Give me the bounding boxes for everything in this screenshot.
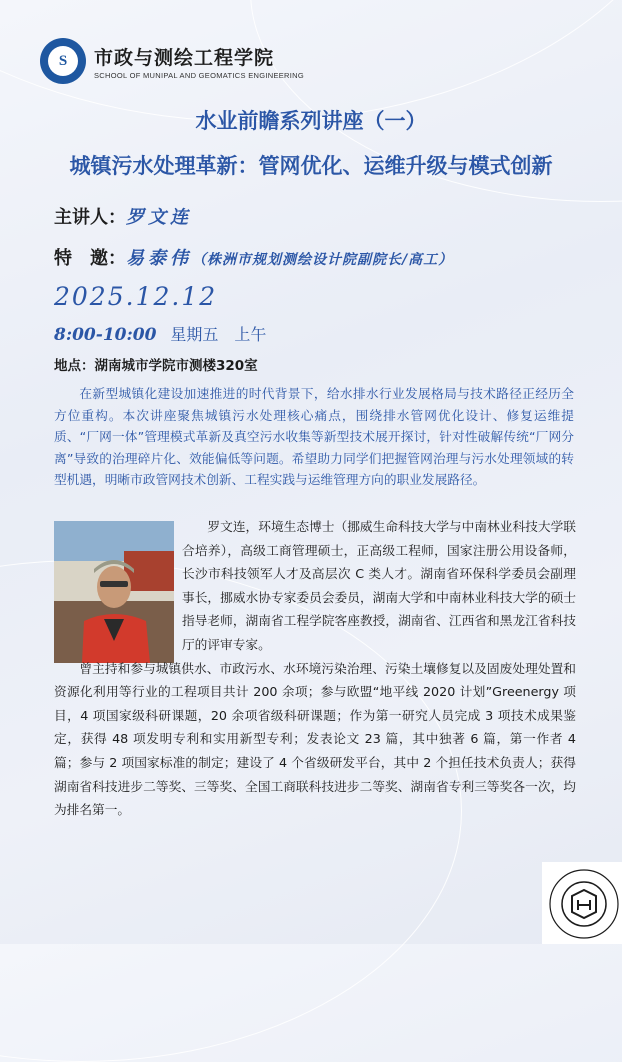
event-date: 2025.12.12 (54, 282, 218, 311)
guest-row (54, 244, 453, 270)
guest-name: 易泰伟 (126, 248, 192, 269)
speaker-name: 罗文连 (126, 207, 192, 228)
event-location: 地点：湖南城市学院市测楼320室 (54, 358, 258, 374)
event-time: 8:00-10:00 (54, 325, 157, 345)
bio-paragraph: 罗文连，环境生态博士（挪威生命科技大学与中南林业科技大学联合培养），高级工商管理硕士，正高级工程师，国家注册公用设备师，长沙市科技领军人才及高层次 C 类人才。湖南省环保科学委员会副理事长，挪威水协专家委员会委员，湖南大学和中南林业科技大学的硕士指导老师，湖南省工程学院客座教授，湖南省、江西省和黑龙江省科技厅的评审专家。 (182, 519, 576, 652)
school-seal-icon: S (40, 38, 86, 84)
guest-note: （株洲市规划测绘设计院副院长/高工） (192, 252, 454, 268)
bio-paragraph: 曾主持和参与城镇供水、市政污水、水环境污染治理、污染土壤修复以及固废处理处置和资源化利用等行业的工程项目共计 200 余项；参与欧盟“地平线 2020 计划”Greenergy 项目，4 项国家级科研课题，20 余项省级科研课题；作为第一研究人员完成 3 项技术成果鉴定，获得 48 项发明专利和实用新型专利；发表论文 23 篇，其中独著 6 篇，第一作者 4 篇；参与 2 项国家标准的制定；建设了 4 个省级研发平台，其中 2 个担任技术负责人；获得湖南省科技进步二等奖、三等奖、全国工商联科技进步二等奖、湖南省专利三等奖各一次，均为排名第一。 (54, 660, 576, 818)
lecture-intro: 在新型城镇化建设加速推进的时代背景下，给水排水行业发展格局与技术路径正经历全方位重构。本次讲座聚焦城镇污水处理核心痛点，围绕排水管网优化设计、修复运维提质、“厂网一体”管理模式革新及真空污水收集等新型技术展开探讨，针对性破解传统“厂网分离”导致的治理碎片化、效能偏低等问题。希望助力同学们把握管网治理与污水处理领域的转型机遇，明晰市政管网技术创新、工程实践与运维管理方向的职业发展路径。 (54, 386, 574, 487)
event-weekday: 星期五 上午 (170, 325, 267, 344)
speaker-label: 主讲人： (54, 207, 126, 228)
school-name-cn: 市政与测绘工程学院 (94, 46, 275, 69)
speaker-bio (54, 515, 576, 822)
series-title: 水业前瞻系列讲座（一） (195, 109, 427, 133)
guest-label: 特 邀： (54, 248, 126, 269)
speaker-row (54, 203, 192, 229)
school-name (94, 43, 304, 80)
event-time-row (54, 322, 266, 345)
school-header (40, 36, 304, 86)
lecture-title: 城镇污水处理革新：管网优化、运维升级与模式创新 (69, 154, 553, 178)
university-logo (542, 862, 622, 944)
school-name-en: SCHOOL OF MUNIPAL AND GEOMATICS ENGINEERING (94, 70, 305, 80)
